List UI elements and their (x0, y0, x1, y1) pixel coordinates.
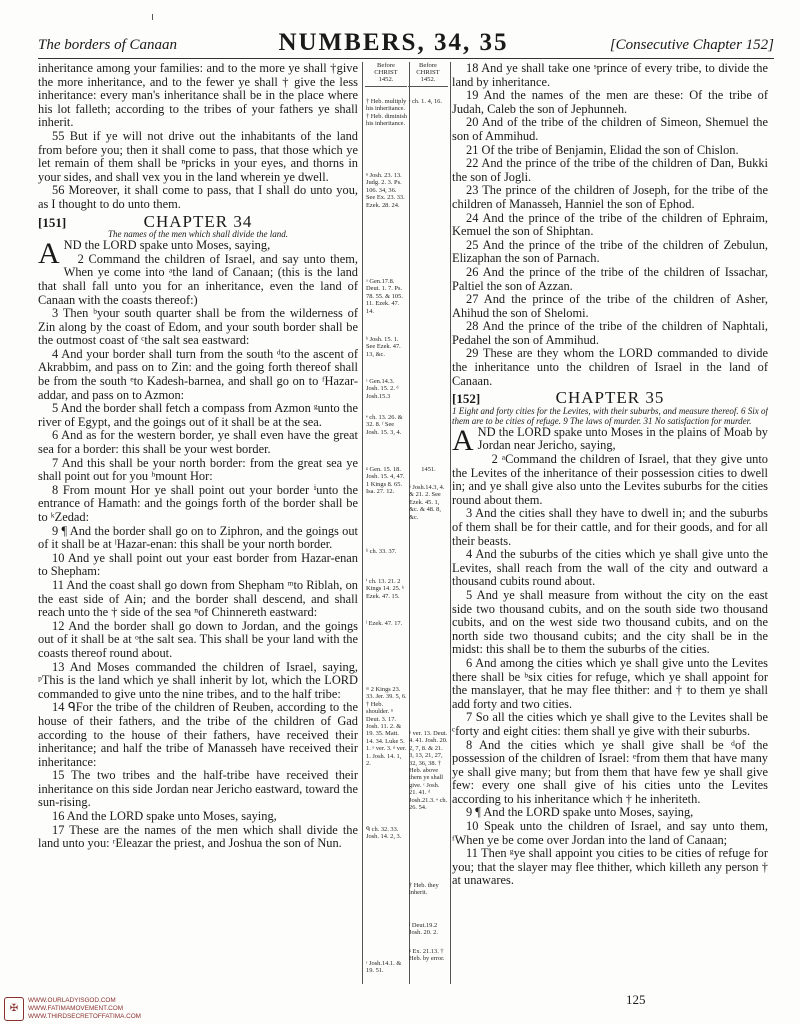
verse-text: 14 ᑫFor the tribe of the children of Reuben, according to the house of their fathers, and the tribe of the children of Gad according to the house of their fathers, have received their inheritance; and half the tribe of Manasseh have received their inheritance: (38, 700, 358, 769)
verse-text: 4 And the suburbs of the cities which ye shall give unto the Levites, shall reach from the wall of the city and outward a thousand cubits round about. (452, 547, 768, 589)
verse-text: 27 And the prince of the tribe of the children of Asher, Ahihud the son of Shelomi. (452, 292, 768, 320)
margin-note: ᵇ Josh. 15. 1. See Ezek. 47. 13, &c. (366, 336, 401, 358)
verse-text: 3 Then ᵇyour south quarter shall be from the wilderness of Zin along by the coast of Edom, and your south border shall be the outmost coast of ᶜthe salt sea eastward: (38, 306, 358, 348)
header-book-title: NUMBERS, 34, 35 (278, 29, 509, 56)
verse-text: 20 And of the tribe of the children of Simeon, Shemuel the son of Ammihud. (452, 115, 768, 143)
page-tick-mark (152, 14, 153, 20)
verse-text: 24 And the prince of the tribe of the children of Ephraim, Kemuel the son of Shiphtan. (452, 210, 768, 239)
header-consecutive-chapter: [Consecutive Chapter 152] (609, 37, 774, 53)
website-link[interactable]: WWW.FATIMAMOVEMENT.COM (28, 1005, 124, 1012)
margin-note: ᵉ ch. 13. 26. & 32. 8. ᶠ See Josh. 15. 3, 4. (366, 414, 403, 436)
margin-references-column (362, 62, 410, 984)
seal-icon: ✠ (4, 997, 24, 1021)
verse-text: 8 From mount Hor ye shall point out your border ⁱunto the entrance of Hamath: and the goings forth of the border shall be to ᵏZedad: (38, 482, 358, 524)
verse-text (452, 423, 768, 457)
chapter-title: CHAPTER 34 (143, 211, 253, 231)
verse-text: 56 Moreover, it shall come to pass, that I shall do unto you, as I thought to do unto them. (38, 183, 358, 211)
verse-text: 2 Command the children of Israel, and say unto them, When ye come into ᵃthe land of Canaan; (this is the land that shall fall unto you for an inheritance, even the land of Canaan with the coasts thereof:) (38, 251, 358, 307)
verse-text: 28 And the prince of the tribe of the children of Naphtali, Pedahel the son of Ammihud. (452, 319, 768, 347)
margin-note: ᵐ 2 Kings 23. 33. Jer. 39. 5, 6. † Heb. shoulder. ⁿ Deut. 3. 17. Josh. 11. 2. & 19. 35. Matt. 14. 34. Luke 5. 1. ᵒ ver. 3. ᵖ ver. 1. Josh. 14. 1, 2. (366, 686, 407, 768)
verse-text: 8 And the cities which ye shall give shall be ᵈof the possession of the children of Israel: ᵉfrom them that have many ye shall give many; but from them that have few ye shall give few: every one shall give of his cities unto the Levites according to his inheritance which † he inheriteth. (452, 737, 768, 806)
header-section-title: The borders of Canaan (38, 37, 178, 53)
right-text-column (452, 62, 768, 984)
margin-note: ᵃ Josh.14.3, 4. & 21. 2. See Ezek. 45. 1, &c. & 48. 8, &c. (409, 484, 445, 521)
verse-text: 23 The prince of the children of Joseph, for the tribe of the children of Manasseh, Hanniel the son of Ephod. (452, 183, 768, 211)
verse-text: 15 The two tribes and the half-tribe have received their inheritance on this side Jordan near Jericho eastward, toward the sun-rising. (38, 768, 358, 810)
verse-text: 6 And among the cities which ye shall give unto the Levites there shall be ᵇsix cities for refuge, which ye shall appoint for the manslayer, that he may flee thither: and † to them ye shall add forty and two cities. (452, 655, 768, 711)
chapter-number: [151] (38, 214, 67, 230)
verse-text: 7 So all the cities which ye shall give to the Levites shall be ᶜforty and eight cities: them shall ye give with their suburbs. (452, 710, 768, 738)
watermark-footer (4, 996, 214, 1022)
year-label: 1452. (420, 76, 436, 84)
verse-body: ND the LORD spake unto Moses in the plains of Moab by Jordan near Jericho, saying, (477, 424, 768, 453)
margin-note: ᵍ Gen. 15. 18. Josh. 15. 4, 47. 1 Kings 8. 65. Isa. 27. 12. (366, 466, 405, 496)
margin-note: ᶠ Deut.19.2 Josh. 20. 2. (409, 922, 438, 937)
verse-text: 29 These are they whom the LORD commanded to divide the inheritance unto the children of Israel in the land of Canaan. (452, 346, 768, 388)
drop-cap: A (38, 237, 60, 271)
website-list (28, 997, 141, 1021)
margin-note: ʳ Josh.14.1. & 19. 51. (366, 960, 402, 975)
website-link[interactable]: WWW.THIRDSECRETOFFATIMA.COM (28, 1013, 142, 1020)
verse-text: inheritance among your families: and to the more ye shall †give the more inheritance, and to the fewer ye shall † give the less inheritance: every man's inheritance shall be in the place where his lot falleth; according to the tribes of your fathers ye shall inherit. (38, 62, 358, 130)
verse-text: 9 ¶ And the border shall go on to Ziphron, and the goings out of it shall be at ˡHazar-enan: this shall be your north border. (38, 523, 358, 552)
verse-body: ND the LORD spake unto Moses, saying, (63, 238, 271, 253)
chapter-heading (452, 388, 768, 408)
verse-text: 11 Then ᵍye shall appoint you cities to be cities of refuge for you; that the slayer may flee thither, which killeth any person † at unawares. (452, 846, 768, 888)
verse-text: 4 And your border shall turn from the south ᵈto the ascent of Akrabbim, and pass on to Zin: and the going forth thereof shall be from the south ᵉto Kadesh-barnea, and shall go on to ᶠHazar-addar, and pass on to Azmon: (38, 346, 358, 402)
margin-note: † Heb. they inherit. (409, 882, 439, 897)
verse-text: 16 And the LORD spake unto Moses, saying, (52, 809, 277, 824)
verse-text: 7 And this shall be your north border: from the great sea ye shall point out for you ʰmount Hor: (38, 455, 358, 484)
margin-note: ᑫ ch. 32. 33. Josh. 14. 2, 3. (366, 826, 402, 841)
margin-note: ⁿ Josh. 23. 13. Judg. 2. 3. Ps. 106. 34, 36. See Ex. 23. 33. Ezek. 28. 24. (366, 172, 405, 209)
drop-cap: A (452, 423, 474, 457)
margin-note: ʰ ch. 33. 37. (366, 548, 397, 555)
margin-note: ˡ Ezek. 47. 17. (366, 620, 403, 627)
before-christ-label: Before CHRIST 1452. (408, 62, 448, 87)
verse-text: 3 And the cities shall they have to dwell in; and the suburbs of them shall be for their cattle, and for their goods, and for all their beasts. (452, 506, 768, 548)
verse-text: 22 And the prince of the tribe of the children of Dan, Bukki the son of Jogli. (452, 156, 768, 184)
margin-note: ᵇ ver. 13. Deut. 4. 41. Josh. 20. 2, 7, 8. & 21. 3, 13, 21, 27, 32, 36, 38. † Heb. above them ye shall give. ᶜ Josh. 21. 41. ᵈ Josh.21.3. ᵉ ch. 26. 54. (409, 730, 448, 812)
verse-text: 21 Of the tribe of Benjamin, Elidad the son of Chislon. (466, 142, 739, 157)
verse-text: 19 And the names of the men are these: Of the tribe of Judah, Caleb the son of Jephunneh. (452, 88, 768, 116)
year-label: 1451. (421, 466, 436, 473)
chapter-title: CHAPTER 35 (555, 388, 665, 408)
verse-text: 11 And the coast shall go down from Shepham ᵐto Riblah, on the east side of Ain; and the border shall descend, and shall reach unto the † side of the sea ⁿof Chinnereth eastward: (38, 577, 358, 620)
chapter-number: [152] (452, 391, 481, 407)
verse-text: 25 And the prince of the tribe of the children of Zebulun, Elizaphan the son of Parnach. (452, 237, 768, 266)
verse-text: 5 And the border shall fetch a compass from Azmon ᵍunto the river of Egypt, and the goings out of it shall be at the sea. (38, 401, 358, 429)
verse-text: 26 And the prince of the tribe of the children of Issachar, Paltiel the son of Azzan. (452, 264, 768, 293)
chapter-heading (38, 211, 358, 231)
margin-note: ⁱ ch. 13. 21. 2 Kings 14. 25. ᵏ Ezek. 47. 15. (366, 578, 405, 600)
verse-text: 17 These are the names of the men which shall divide the land unto you: ʳEleazar the priest, and Joshua the son of Nun. (38, 822, 358, 851)
verse-text: 6 And as for the western border, ye shall even have the great sea for a border: this shall be your west border. (38, 428, 358, 457)
verse-text: 2 ᵃCommand the children of Israel, that they give unto the Levites of the inheritance of their possession cities to dwell in; and ye shall give also unto the Levites suburbs for the cities round about them. (452, 452, 768, 507)
website-link[interactable]: WWW.OURLADYISGOD.COM (28, 997, 116, 1004)
verse-text: 18 And ye shall take one ˢprince of every tribe, to divide the land by inheritance. (452, 62, 768, 89)
chapter-summary: The names of the men which shall divide the land. (108, 229, 288, 240)
chapter-summary: 1 Eight and forty cities for the Levites, with their suburbs, and measure thereof. 6 Six of them are to be cities of refuge. 9 The laws of murder. 31 No satisfaction for murder. (452, 405, 768, 426)
margin-note: ˢ ch. 1. 4, 16. (409, 98, 442, 105)
verse-text: 5 And ye shall measure from without the city on the east side two thousand cubits, and on the south side two thousand cubits, and on the west side two thousand cubits, and on the north side two thousand cubits; and the city shall be in the midst: this shall be to them the suburbs of the cities. (452, 587, 768, 657)
verse-text (38, 237, 358, 271)
margin-note: ᵍ Ex. 21.13. † Heb. by error. (409, 948, 445, 963)
verse-text: 10 And ye shall point out your east border from Hazar-enan to Shepham: (38, 550, 358, 579)
page-number: 125 (626, 992, 646, 1007)
margin-note: † Heb. multiply his inheritance. † Heb. diminish his inheritance. (366, 98, 408, 128)
verse-text: 55 But if ye will not drive out the inhabitants of the land from before you; then it shall come to pass, that those which ye let remain of them shall be ⁿpricks in your eyes, and thorns in your sides, and shall vex you in the land wherein ye dwell. (38, 128, 358, 184)
verse-text: 13 And Moses commanded the children of Israel, saying, ᵖThis is the land which ye shall inherit by lot, which the LORD commanded to give unto the nine tribes, and to the half tribe: (38, 659, 358, 701)
before-christ-label: Before CHRIST 1452. (365, 62, 407, 87)
verse-text: 10 Speak unto the children of Israel, and say unto them, ᶠWhen ye be come over Jordan into the land of Canaan; (452, 819, 768, 847)
margin-note: ᵃ Gen.17.8. Deut. 1. 7. Ps. 78. 55. & 105. 11. Ezek. 47. 14. (366, 278, 403, 315)
verse-text: 9 ¶ And the LORD spake unto Moses, saying, (466, 805, 694, 820)
running-header (38, 29, 774, 59)
year-label: 1452. (378, 76, 394, 84)
margin-note: ᶜ Gen.14.3. Josh. 15. 2. ᵈ Josh.15.3 (366, 378, 399, 400)
margin-references-column (406, 62, 451, 984)
verse-text: 12 And the border shall go down to Jordan, and the goings out of it shall be at ᵒthe salt sea. This shall be your land with the coasts thereof round about. (38, 618, 358, 660)
left-text-column (38, 62, 358, 984)
